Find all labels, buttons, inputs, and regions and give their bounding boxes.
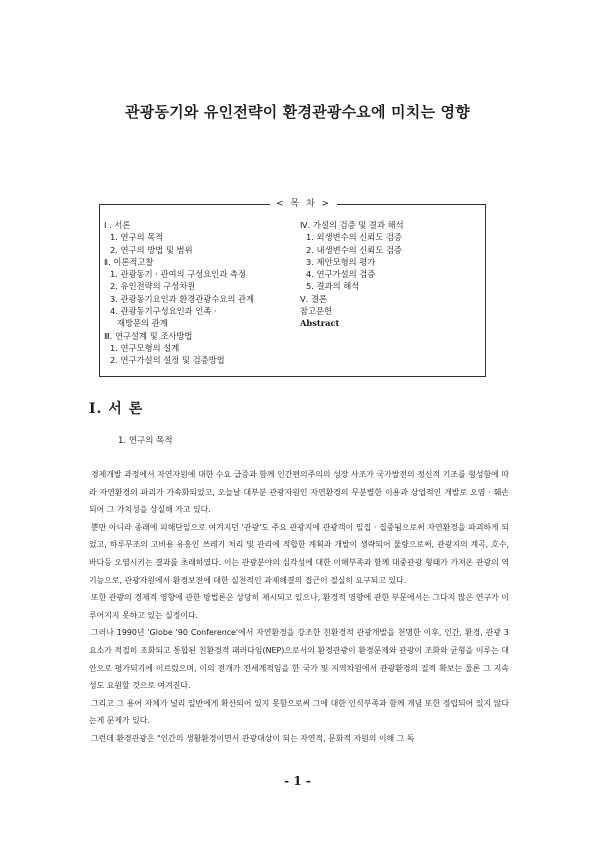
page-number: - 1 - — [284, 774, 311, 788]
body-paragraph: 뿐만 아니라 종래에 피해단일으로 여겨지던 '관광'도 주요 관광지에 관광객이 밀집 · 집중됨으로써 자연환경을 파괴하게 되었고, 하루무조의 고비용 유흥인 쓰레기 처리 및 관리에 적합한 계획과 개발이 생략되어 물량으로써, 관광지의 계곡, 호수, 바다등 오염시키는 결과를 초래하였다. 이는 관광분야의 심각성에 대한 이해부족과 함께 대중관광 형태가 가져온 관광의 역기능으로, 관광자원에서 환경보전에 대한 실천적인 과제해결의 접근이 절실히 요구되고 있다. — [89, 522, 509, 585]
toc-entry: Ⅴ. 결론 — [300, 293, 327, 304]
toc-entry: 2. 연구의 방법 및 범위 — [110, 244, 193, 255]
toc-entry: 참고문헌 — [300, 306, 333, 317]
toc-entry: 3. 제안모형의 평가 — [306, 256, 376, 267]
toc-entry: 1. 연구모형의 설계 — [110, 342, 180, 353]
toc-entry: Ⅱ. 이론적고찰 — [104, 256, 154, 267]
toc-entry: Abstract — [300, 318, 340, 329]
body-paragraph: 경제개발 과정에서 자연자원에 대한 수요 급증과 함께 인간편의주의의 성장 사조가 국가발전의 정신적 기조를 형성함에 따라 자연환경의 파괴가 가속화되었고, 오늘날 대부분 관광자원인 자연환경의 무분별한 이용과 상업적인 개발로 오염 · 훼손되어 그 가치성을 상실해 가고 있다. — [89, 470, 509, 515]
toc-entry: 4. 관광동기구성요인과 인족 · — [110, 306, 217, 317]
toc-entry: 1. 외생변수의 신뢰도 검증 — [306, 232, 402, 243]
section-heading: I. 서 론 — [89, 401, 144, 417]
toc-entry: 4. 연구가설의 검증 — [306, 269, 376, 280]
toc-entry: Ⅲ. 연구설계 및 조사방법 — [104, 330, 193, 341]
toc-heading: < 목 차 > — [270, 196, 337, 209]
body-paragraph: 그리고 그 용어 자체가 널리 일반에게 확산되어 있지 못함으로써 그에 대한 인식부족과 함께 개념 또한 정립되어 있지 않다는게 문제가 있다. — [89, 698, 509, 726]
toc-entry: Ⅳ. 가설의 검증 및 결과 해석 — [300, 220, 404, 230]
toc-entry: 2. 연구가설의 설정 및 검증방법 — [110, 355, 225, 366]
toc-entry: 3. 관광동기요인과 환경관광수요의 관계 — [110, 293, 255, 304]
toc-entry: 5. 결과의 해석 — [306, 281, 360, 292]
toc-entry: I . 서론 — [104, 220, 131, 230]
toc-entry: 1. 연구의 목적 — [110, 232, 164, 243]
body-text — [89, 466, 509, 748]
toc-right-column — [300, 219, 480, 330]
body-paragraph: 그러나 1990년 'Globe '90 Conference'에서 자연환경을 강조한 친환경적 관광개발을 천명한 이후, 인간, 환경, 관광 3요소가 적절히 조화되고 통합된 친환경적 패러다임(NEP)으로서의 환경관광이 환경문제와 관광이 조화와 균형을 이루는 대안으로 평가되기에 이르렀으며, 이의 전개가 전세계적임을 한 국가 및 지역차원에서 관광환경의 질적 확보는 물론 그 지속성도 요원할 것으로 여겨진다. — [89, 628, 509, 691]
body-paragraph: 또한 관광의 경제적 영향에 관한 방법론은 상당히 제시되고 있으나, 환경적 영향에 관한 부문에서는 그다지 많은 연구가 이루어지지 못하고 있는 실정이다. — [89, 593, 509, 620]
toc-entry: 2. 유인전략의 구성차원 — [110, 281, 196, 292]
toc-entry: 재방문의 관계 — [117, 318, 168, 329]
body-paragraph: 그런데 환경관광은 "인간의 생활환경이면서 관광대상이 되는 자연적, 문화적 자원의 이해 그 독 — [91, 733, 415, 743]
toc-entry: 2. 내생변수의 신뢰도 검증 — [306, 244, 402, 255]
subsection-heading: 1. 연구의 목적 — [118, 436, 173, 446]
toc-entry: 1. 관광동기 · 관여의 구성요인과 측정 — [110, 269, 246, 280]
toc-left-column — [104, 219, 294, 367]
paper-title: 관광동기와 유인전략이 환경관광수요에 미치는 영향 — [125, 103, 470, 121]
